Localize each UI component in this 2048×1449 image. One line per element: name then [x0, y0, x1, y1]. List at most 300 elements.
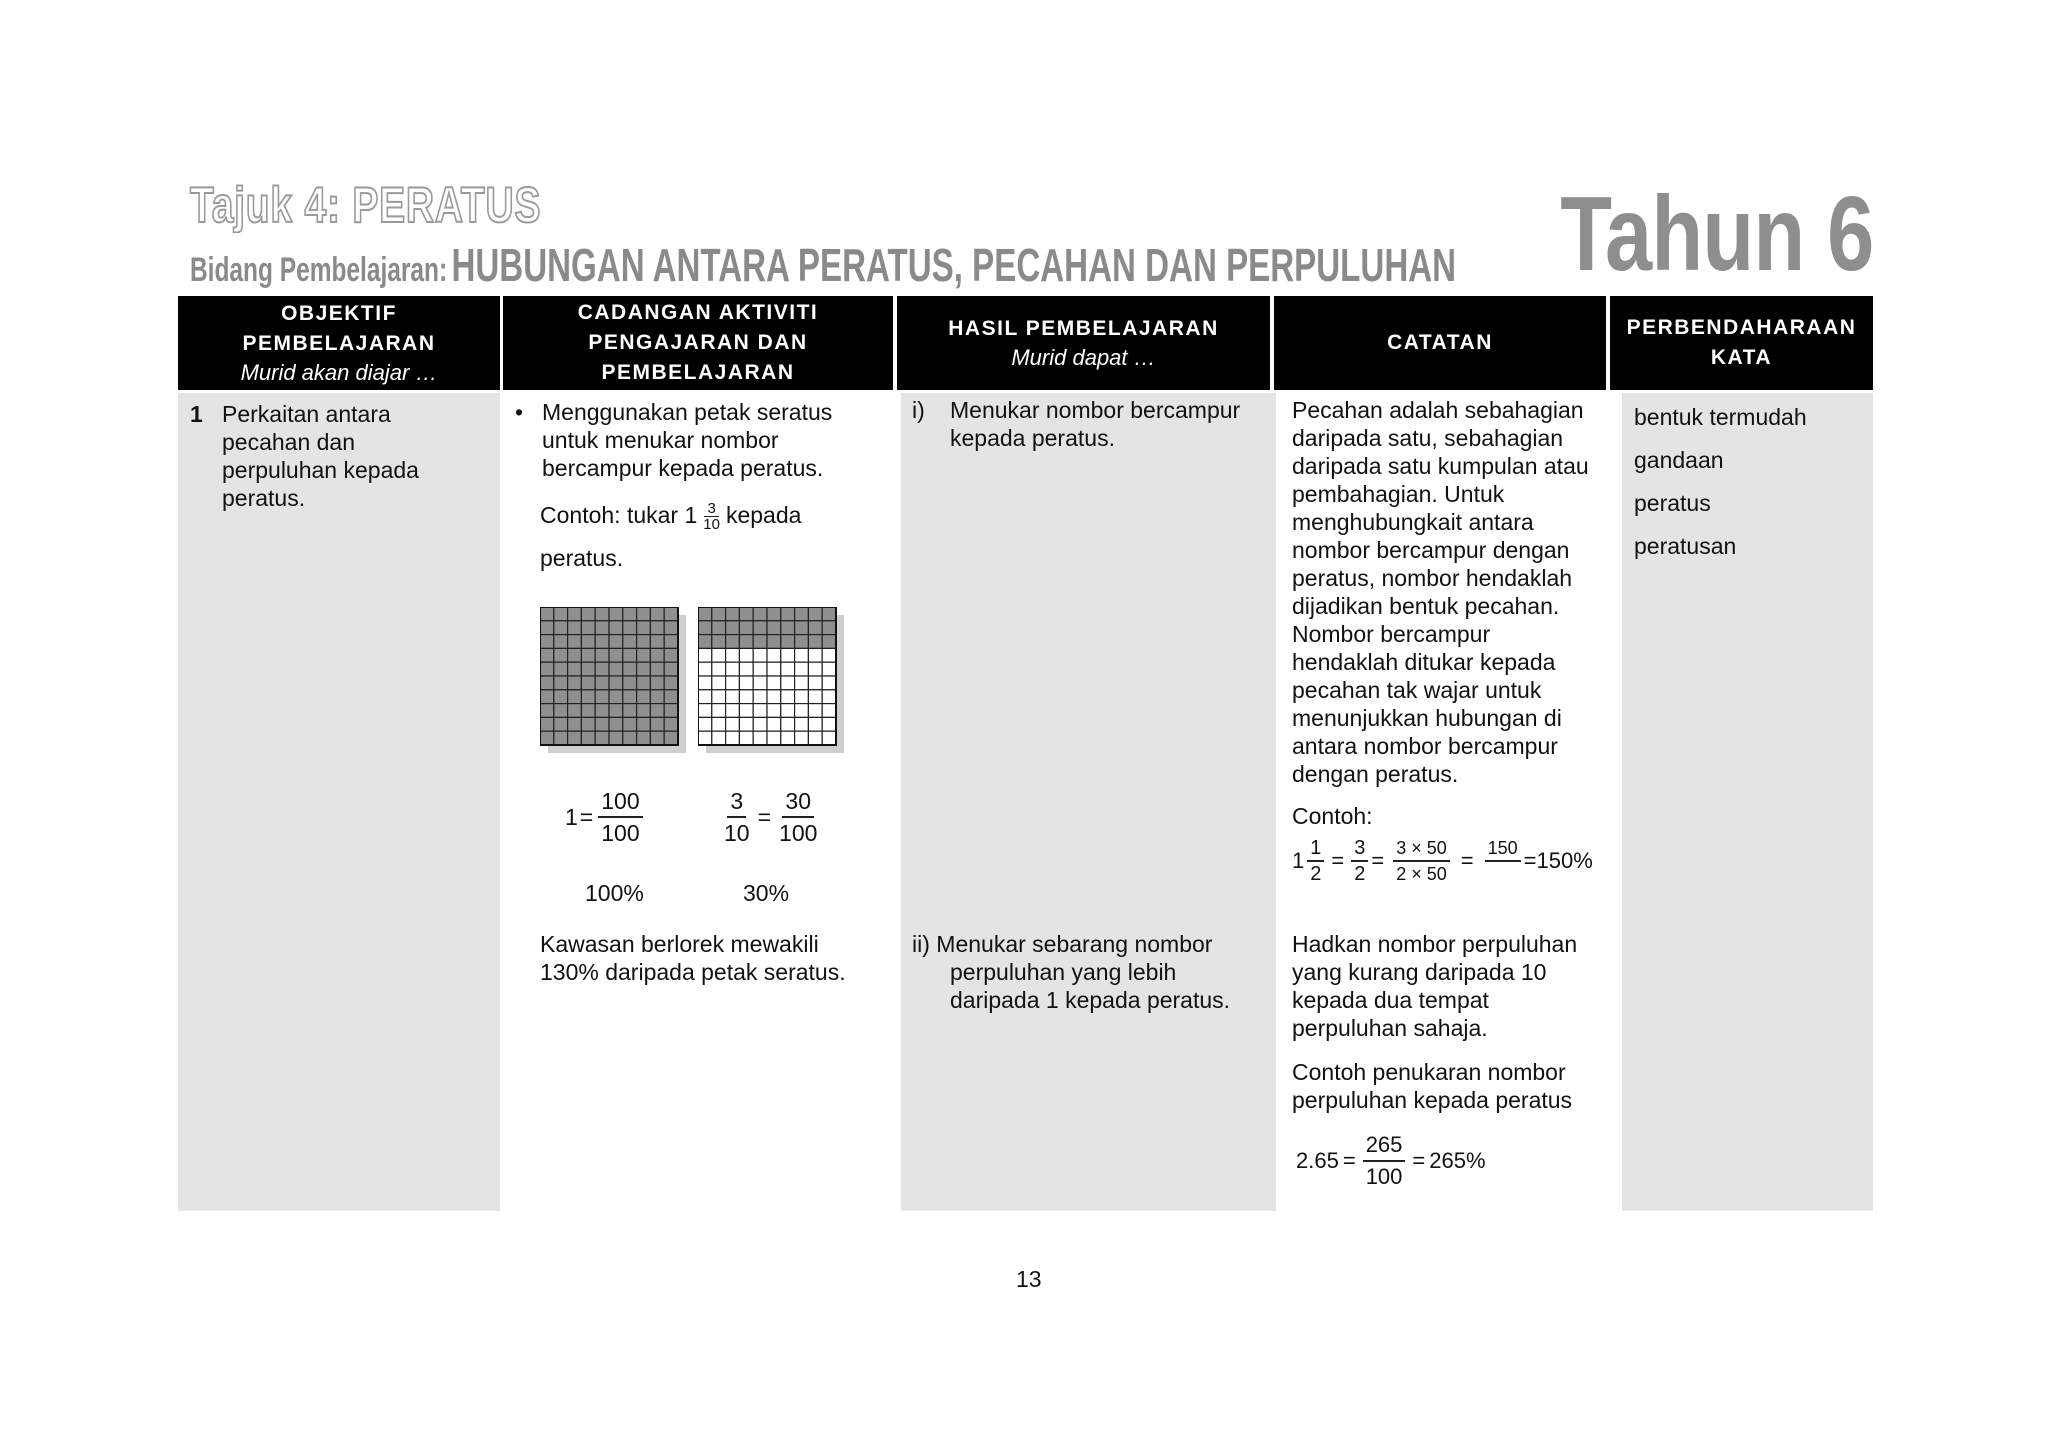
grid-cell — [739, 731, 753, 745]
equation-two — [718, 786, 823, 848]
grid-cell — [822, 676, 836, 690]
header-kata — [1610, 296, 1873, 390]
grid-cell-shaded — [595, 731, 609, 745]
catatan-line: Pecahan adalah sebahagian — [1292, 397, 1584, 423]
grid-cell-shaded — [609, 662, 623, 676]
grid-cell — [753, 717, 767, 731]
grid-cell — [822, 690, 836, 704]
fraction-numerator: 1 — [1307, 836, 1324, 862]
grid-cell-shaded — [581, 662, 595, 676]
header-hasil-sub: Murid dapat … — [1011, 345, 1156, 370]
header-objektif-title1: OBJEKTIF — [281, 302, 397, 325]
fraction-numerator: 3 — [1351, 836, 1368, 862]
grid-cell — [808, 731, 822, 745]
grid-cell — [698, 676, 712, 690]
grid-cell — [753, 690, 767, 704]
grid-cell-shaded — [595, 648, 609, 662]
grid-cell-shaded — [568, 662, 582, 676]
percent-one: 100% — [585, 880, 644, 906]
fraction-denominator: 2 × 50 — [1396, 864, 1447, 884]
catatan-line: Nombor bercampur — [1292, 621, 1491, 647]
grid-cell — [822, 717, 836, 731]
contoh-fraction — [700, 501, 723, 532]
header-hasil — [897, 296, 1270, 390]
objektif-line: perpuluhan kepada — [222, 457, 419, 483]
grid-cell-shaded — [581, 731, 595, 745]
grid-cell-shaded — [637, 731, 651, 745]
grid-cell-shaded — [650, 690, 664, 704]
hasil-i-text — [950, 396, 1240, 452]
hasil-ii-line: Menukar sebarang nombor — [936, 931, 1213, 957]
grid-cell — [795, 662, 809, 676]
grid-cell-shaded — [623, 690, 637, 704]
example-fraction — [1485, 836, 1521, 886]
catatan-line: peratus, nombor hendaklah — [1292, 565, 1573, 591]
grid-cell-shaded — [581, 704, 595, 718]
equation-one-fraction — [598, 786, 642, 848]
grid-cell — [795, 690, 809, 704]
grid-cell-shaded — [568, 621, 582, 635]
fraction-denominator — [1497, 862, 1508, 886]
hasil-ii-line: perpuluhan yang lebih — [950, 959, 1177, 985]
grid-cell-shaded — [623, 676, 637, 690]
aktiviti-line: Menggunakan petak seratus — [542, 399, 833, 425]
contoh-suffix: kepada — [725, 502, 802, 528]
objektif-number: 1 — [190, 401, 203, 427]
fraction-numerator: 100 — [598, 786, 642, 818]
grid-cell — [712, 662, 726, 676]
grid-cell — [726, 731, 740, 745]
grid-cell-shaded — [650, 621, 664, 635]
grid-cell-shaded — [609, 676, 623, 690]
grid-cell — [767, 676, 781, 690]
catatan-hadkan — [1292, 930, 1577, 1042]
grid-cell-shaded — [595, 717, 609, 731]
grid-cell — [795, 676, 809, 690]
grid-cell — [698, 717, 712, 731]
grid-cell — [808, 717, 822, 731]
grid-cell — [808, 676, 822, 690]
grid-cell-shaded — [637, 662, 651, 676]
equation-sign: = — [1460, 848, 1474, 873]
kata-list — [1634, 396, 1807, 568]
grid-cell-shaded — [554, 676, 568, 690]
grid-cell — [726, 704, 740, 718]
catatan-contoh2-line: perpuluhan kepada peratus — [1292, 1087, 1573, 1113]
col-hasil — [901, 393, 1276, 1211]
grid-cell — [781, 717, 795, 731]
equation-sign: = — [579, 804, 594, 830]
header-kata-title2: KATA — [1710, 346, 1773, 369]
grid-cell-shaded — [781, 621, 795, 635]
catatan-contoh2 — [1292, 1058, 1572, 1114]
grid-cell-shaded — [609, 731, 623, 745]
grid-cell-shaded — [739, 635, 753, 649]
catatan-hadkan-line: perpuluhan sahaja. — [1292, 1015, 1488, 1041]
grid-cell-shaded — [554, 607, 568, 621]
grid-cell — [767, 704, 781, 718]
grid-cell-shaded — [609, 690, 623, 704]
grid-cell-shaded — [781, 607, 795, 621]
hasil-i-line: kepada peratus. — [950, 425, 1115, 451]
grid-cell-shaded — [664, 704, 678, 718]
catatan-line: dengan peratus. — [1292, 761, 1459, 787]
equation-two-left-fraction — [721, 786, 753, 848]
grid-cell-shaded — [540, 676, 554, 690]
equation-sign: = — [1412, 1148, 1426, 1173]
header-aktiviti-title3: PEMBELAJARAN — [601, 361, 795, 384]
grid-cell-shaded — [637, 717, 651, 731]
year-title: Tahun 6 — [1559, 175, 1873, 293]
grid-cell-shaded — [781, 635, 795, 649]
grid-cell — [753, 648, 767, 662]
grid-cell-shaded — [609, 635, 623, 649]
grid-cell-shaded — [609, 621, 623, 635]
percent-two: 30% — [743, 880, 790, 906]
catatan-line: antara nombor bercampur — [1292, 733, 1558, 759]
grid-cell — [781, 648, 795, 662]
grid-cell-shaded — [554, 635, 568, 649]
fraction-numerator: 3 — [727, 786, 746, 818]
header-catatan — [1274, 296, 1606, 390]
grid-cell-shaded — [637, 621, 651, 635]
grid-cell-shaded — [822, 607, 836, 621]
example-fraction — [1307, 836, 1324, 886]
catatan-line: menunjukkan hubungan di — [1292, 705, 1562, 731]
learning-area-label: Bidang Pembelajaran: — [190, 251, 448, 289]
grid-cell — [712, 648, 726, 662]
grid-cell-shaded — [581, 621, 595, 635]
grid-cell-shaded — [581, 717, 595, 731]
example-fraction — [1393, 836, 1450, 886]
grid-cell-shaded — [623, 731, 637, 745]
grid-cell-shaded — [568, 731, 582, 745]
grid-cell-shaded — [637, 635, 651, 649]
catatan-example — [1292, 836, 1593, 886]
catatan-line: dijadikan bentuk pecahan. — [1292, 593, 1560, 619]
catatan-line: pembahagian. Untuk — [1292, 481, 1505, 507]
fraction-denominator: 100 — [779, 820, 818, 846]
hundred-grid-full-svg — [540, 607, 690, 757]
grid-cell — [739, 704, 753, 718]
decimal-left: 2.65 — [1296, 1148, 1339, 1173]
grid-cell — [726, 717, 740, 731]
hasil-i-marker: i) — [912, 397, 925, 423]
grid-cell-shaded — [581, 648, 595, 662]
kata-item: bentuk termudah — [1634, 404, 1807, 430]
header-aktiviti — [503, 296, 893, 390]
objektif-line: pecahan dan — [222, 429, 356, 455]
grid-cell-shaded — [664, 648, 678, 662]
catatan-contoh2-line: Contoh penukaran nombor — [1292, 1059, 1566, 1085]
aktiviti-contoh — [540, 498, 801, 532]
grid-cell-shaded — [595, 704, 609, 718]
catatan-line: daripada satu, sebahagian — [1292, 425, 1564, 451]
fraction-denominator: 2 — [1310, 863, 1322, 885]
catatan-contoh-label: Contoh: — [1292, 803, 1373, 829]
grid-cell-shaded — [753, 621, 767, 635]
grid-cell-shaded — [581, 607, 595, 621]
grid-cell-shaded — [664, 731, 678, 745]
hundred-grid-partial — [698, 607, 836, 745]
grid-cell — [698, 662, 712, 676]
grid-cell-shaded — [808, 635, 822, 649]
grid-cell-shaded — [540, 635, 554, 649]
grid-cell-shaded — [726, 621, 740, 635]
grid-cell-shaded — [595, 621, 609, 635]
grid-cell — [781, 662, 795, 676]
fraction-numerator: 3 — [704, 501, 718, 517]
grid-cell-shaded — [609, 717, 623, 731]
grid-cell — [808, 704, 822, 718]
grid-cell — [739, 717, 753, 731]
kata-item: gandaan — [1634, 447, 1724, 473]
grid-cell-shaded — [664, 676, 678, 690]
grid-cell-shaded — [664, 621, 678, 635]
grid-cell-shaded — [623, 635, 637, 649]
catatan-hadkan-line: Hadkan nombor perpuluhan — [1292, 931, 1578, 957]
grid-cell-shaded — [650, 704, 664, 718]
grid-cell-shaded — [795, 607, 809, 621]
grid-cell — [808, 648, 822, 662]
aktiviti-bullet: • — [515, 399, 524, 425]
grid-cell-shaded — [664, 635, 678, 649]
kata-item: peratus — [1634, 490, 1711, 516]
grid-cell — [781, 704, 795, 718]
grid-cell-shaded — [623, 648, 637, 662]
grid-cell-shaded — [795, 635, 809, 649]
fraction-denominator: 10 — [703, 516, 720, 534]
grid-cell — [698, 690, 712, 704]
contoh-prefix: Contoh: tukar 1 — [540, 502, 698, 528]
aktiviti-text — [542, 398, 832, 482]
grid-cell-shaded — [568, 690, 582, 704]
grid-cell — [726, 662, 740, 676]
grid-cell — [822, 731, 836, 745]
catatan-line: hendaklah ditukar kepada — [1292, 649, 1556, 675]
equation-sign: = — [1371, 848, 1385, 873]
grid-cell — [781, 676, 795, 690]
hundred-grid-partial-svg — [698, 607, 848, 757]
objektif-text — [222, 400, 419, 512]
grid-cell-shaded — [554, 662, 568, 676]
grid-cell-shaded — [581, 676, 595, 690]
grid-cell-shaded — [568, 635, 582, 649]
kawasan-line: 130% daripada petak seratus. — [540, 959, 846, 985]
grid-cell — [753, 731, 767, 745]
equation-sign: = — [757, 804, 772, 830]
grid-cell-shaded — [637, 648, 651, 662]
fraction-denominator: 100 — [1365, 1164, 1403, 1189]
grid-cell — [753, 676, 767, 690]
grid-cell-shaded — [650, 717, 664, 731]
grid-cell — [781, 731, 795, 745]
grid-cell-shaded — [767, 607, 781, 621]
grid-cell — [808, 690, 822, 704]
grid-cell-shaded — [712, 621, 726, 635]
header-objektif-sub: Murid akan diajar … — [240, 360, 438, 385]
grid-cell — [726, 690, 740, 704]
grid-cell — [712, 731, 726, 745]
grid-cell-shaded — [712, 607, 726, 621]
learning-area — [190, 238, 1456, 292]
grid-cell-shaded — [767, 621, 781, 635]
grid-cell-shaded — [739, 607, 753, 621]
grid-cell-shaded — [568, 717, 582, 731]
grid-cell-shaded — [808, 607, 822, 621]
grid-cell-shaded — [568, 607, 582, 621]
grid-cell-shaded — [554, 704, 568, 718]
grid-cell — [822, 648, 836, 662]
grid-cell-shaded — [568, 676, 582, 690]
grid-cell-shaded — [712, 635, 726, 649]
kawasan-text — [540, 930, 846, 986]
grid-cell-shaded — [554, 731, 568, 745]
hundred-grid-full — [540, 607, 678, 745]
fraction-numerator: 3 × 50 — [1393, 836, 1450, 862]
aktiviti-line: untuk menukar nombor — [542, 427, 779, 453]
header-kata-title1: PERBENDAHARAAN — [1626, 316, 1857, 339]
hasil-ii-text — [912, 930, 1230, 1014]
grid-cell — [767, 717, 781, 731]
fraction-numerator: 30 — [782, 786, 814, 818]
grid-cell-shaded — [650, 662, 664, 676]
decimal-result: 265% — [1429, 1148, 1486, 1173]
grid-cell-shaded — [650, 676, 664, 690]
grid-cell — [712, 676, 726, 690]
grid-cell — [795, 648, 809, 662]
equation-two-right-fraction — [776, 786, 820, 848]
grid-cell-shaded — [739, 621, 753, 635]
fraction-denominator: 2 — [1354, 863, 1366, 885]
grid-cell-shaded — [664, 662, 678, 676]
hasil-ii-first-line — [912, 930, 1230, 958]
grid-cell-shaded — [637, 704, 651, 718]
grid-cell — [739, 648, 753, 662]
grid-cell-shaded — [568, 704, 582, 718]
grid-cell-shaded — [581, 635, 595, 649]
grid-cell-shaded — [822, 621, 836, 635]
grid-cell-shaded — [698, 635, 712, 649]
catatan-line: menghubungkait antara — [1292, 509, 1534, 535]
grid-cell-shaded — [650, 607, 664, 621]
grid-cell-shaded — [664, 690, 678, 704]
decimal-example — [1296, 1130, 1486, 1192]
equation-one-left: 1 — [565, 804, 578, 830]
grid-cell — [795, 731, 809, 745]
catatan-line: nombor bercampur dengan — [1292, 537, 1570, 563]
grid-cell-shaded — [595, 676, 609, 690]
equation-sign: = — [1331, 848, 1345, 873]
equation-sign: = — [1342, 1148, 1356, 1173]
grid-cell-shaded — [595, 662, 609, 676]
grid-cell-shaded — [540, 662, 554, 676]
grid-cell-shaded — [698, 607, 712, 621]
catatan-paragraph — [1292, 396, 1589, 788]
grid-cell-shaded — [795, 621, 809, 635]
grid-cell-shaded — [540, 648, 554, 662]
grid-cell-shaded — [595, 690, 609, 704]
grid-cell — [712, 690, 726, 704]
grid-cell — [795, 704, 809, 718]
grid-cell-shaded — [554, 621, 568, 635]
grid-cell — [698, 648, 712, 662]
kawasan-line: Kawasan berlorek mewakili — [540, 931, 819, 957]
grid-cell-shaded — [623, 621, 637, 635]
grid-cell-shaded — [753, 635, 767, 649]
grid-cell — [822, 704, 836, 718]
decimal-fraction — [1363, 1130, 1406, 1192]
grid-cell-shaded — [726, 607, 740, 621]
catatan-hadkan-line: kepada dua tempat — [1292, 987, 1489, 1013]
grid-cell-shaded — [650, 635, 664, 649]
grid-cell-shaded — [595, 635, 609, 649]
grid-cell-shaded — [540, 621, 554, 635]
hasil-i-line: Menukar nombor bercampur — [950, 397, 1241, 423]
kata-item: peratusan — [1634, 533, 1737, 559]
catatan-line: daripada satu kumpulan atau — [1292, 453, 1589, 479]
grid-cell-shaded — [540, 717, 554, 731]
header-aktiviti-title1: CADANGAN AKTIVITI — [577, 301, 819, 324]
objektif-line: peratus. — [222, 485, 306, 511]
grid-cell-shaded — [637, 690, 651, 704]
grid-cell-shaded — [609, 607, 623, 621]
grid-cell-shaded — [595, 607, 609, 621]
grid-cell-shaded — [609, 704, 623, 718]
grid-cell-shaded — [637, 676, 651, 690]
grid-cell — [739, 690, 753, 704]
grid-cell-shaded — [726, 635, 740, 649]
grid-cell-shaded — [767, 635, 781, 649]
grid-cell — [739, 662, 753, 676]
header-hasil-title: HASIL PEMBELAJARAN — [948, 317, 1219, 340]
grid-cell-shaded — [664, 717, 678, 731]
header-objektif-title2: PEMBELAJARAN — [242, 332, 436, 355]
grid-cell-shaded — [540, 607, 554, 621]
hasil-ii-marker: ii) — [912, 931, 930, 957]
grid-cell-shaded — [568, 648, 582, 662]
grid-cell — [767, 662, 781, 676]
fraction-denominator: 10 — [724, 820, 750, 846]
grid-cell-shaded — [664, 607, 678, 621]
page-number: 13 — [1016, 1266, 1042, 1292]
example-result: =150% — [1523, 848, 1593, 873]
grid-cell-shaded — [554, 690, 568, 704]
grid-cell-shaded — [540, 690, 554, 704]
grid-cell-shaded — [623, 607, 637, 621]
learning-area-value: HUBUNGAN ANTARA PERATUS, PECAHAN DAN PERPULUHAN — [451, 239, 1457, 291]
grid-cell — [712, 704, 726, 718]
grid-cell-shaded — [554, 717, 568, 731]
catatan-hadkan-line: yang kurang daripada 10 — [1292, 959, 1547, 985]
grid-cell-shaded — [808, 621, 822, 635]
grid-cell — [698, 731, 712, 745]
grid-cell-shaded — [609, 648, 623, 662]
grid-cell-shaded — [540, 704, 554, 718]
grid-cell — [726, 648, 740, 662]
hasil-ii-line: daripada 1 kepada peratus. — [950, 987, 1231, 1013]
aktiviti-line: bercampur kepada peratus. — [542, 455, 824, 481]
grid-cell-shaded — [650, 731, 664, 745]
grid-cell-shaded — [623, 662, 637, 676]
aktiviti-contoh-line2: peratus. — [540, 545, 624, 571]
grid-cell-shaded — [581, 690, 595, 704]
grid-cell — [767, 690, 781, 704]
fraction-numerator: 150 — [1485, 836, 1521, 862]
grid-cell — [726, 676, 740, 690]
grid-cell-shaded — [623, 717, 637, 731]
grid-cell-shaded — [637, 607, 651, 621]
